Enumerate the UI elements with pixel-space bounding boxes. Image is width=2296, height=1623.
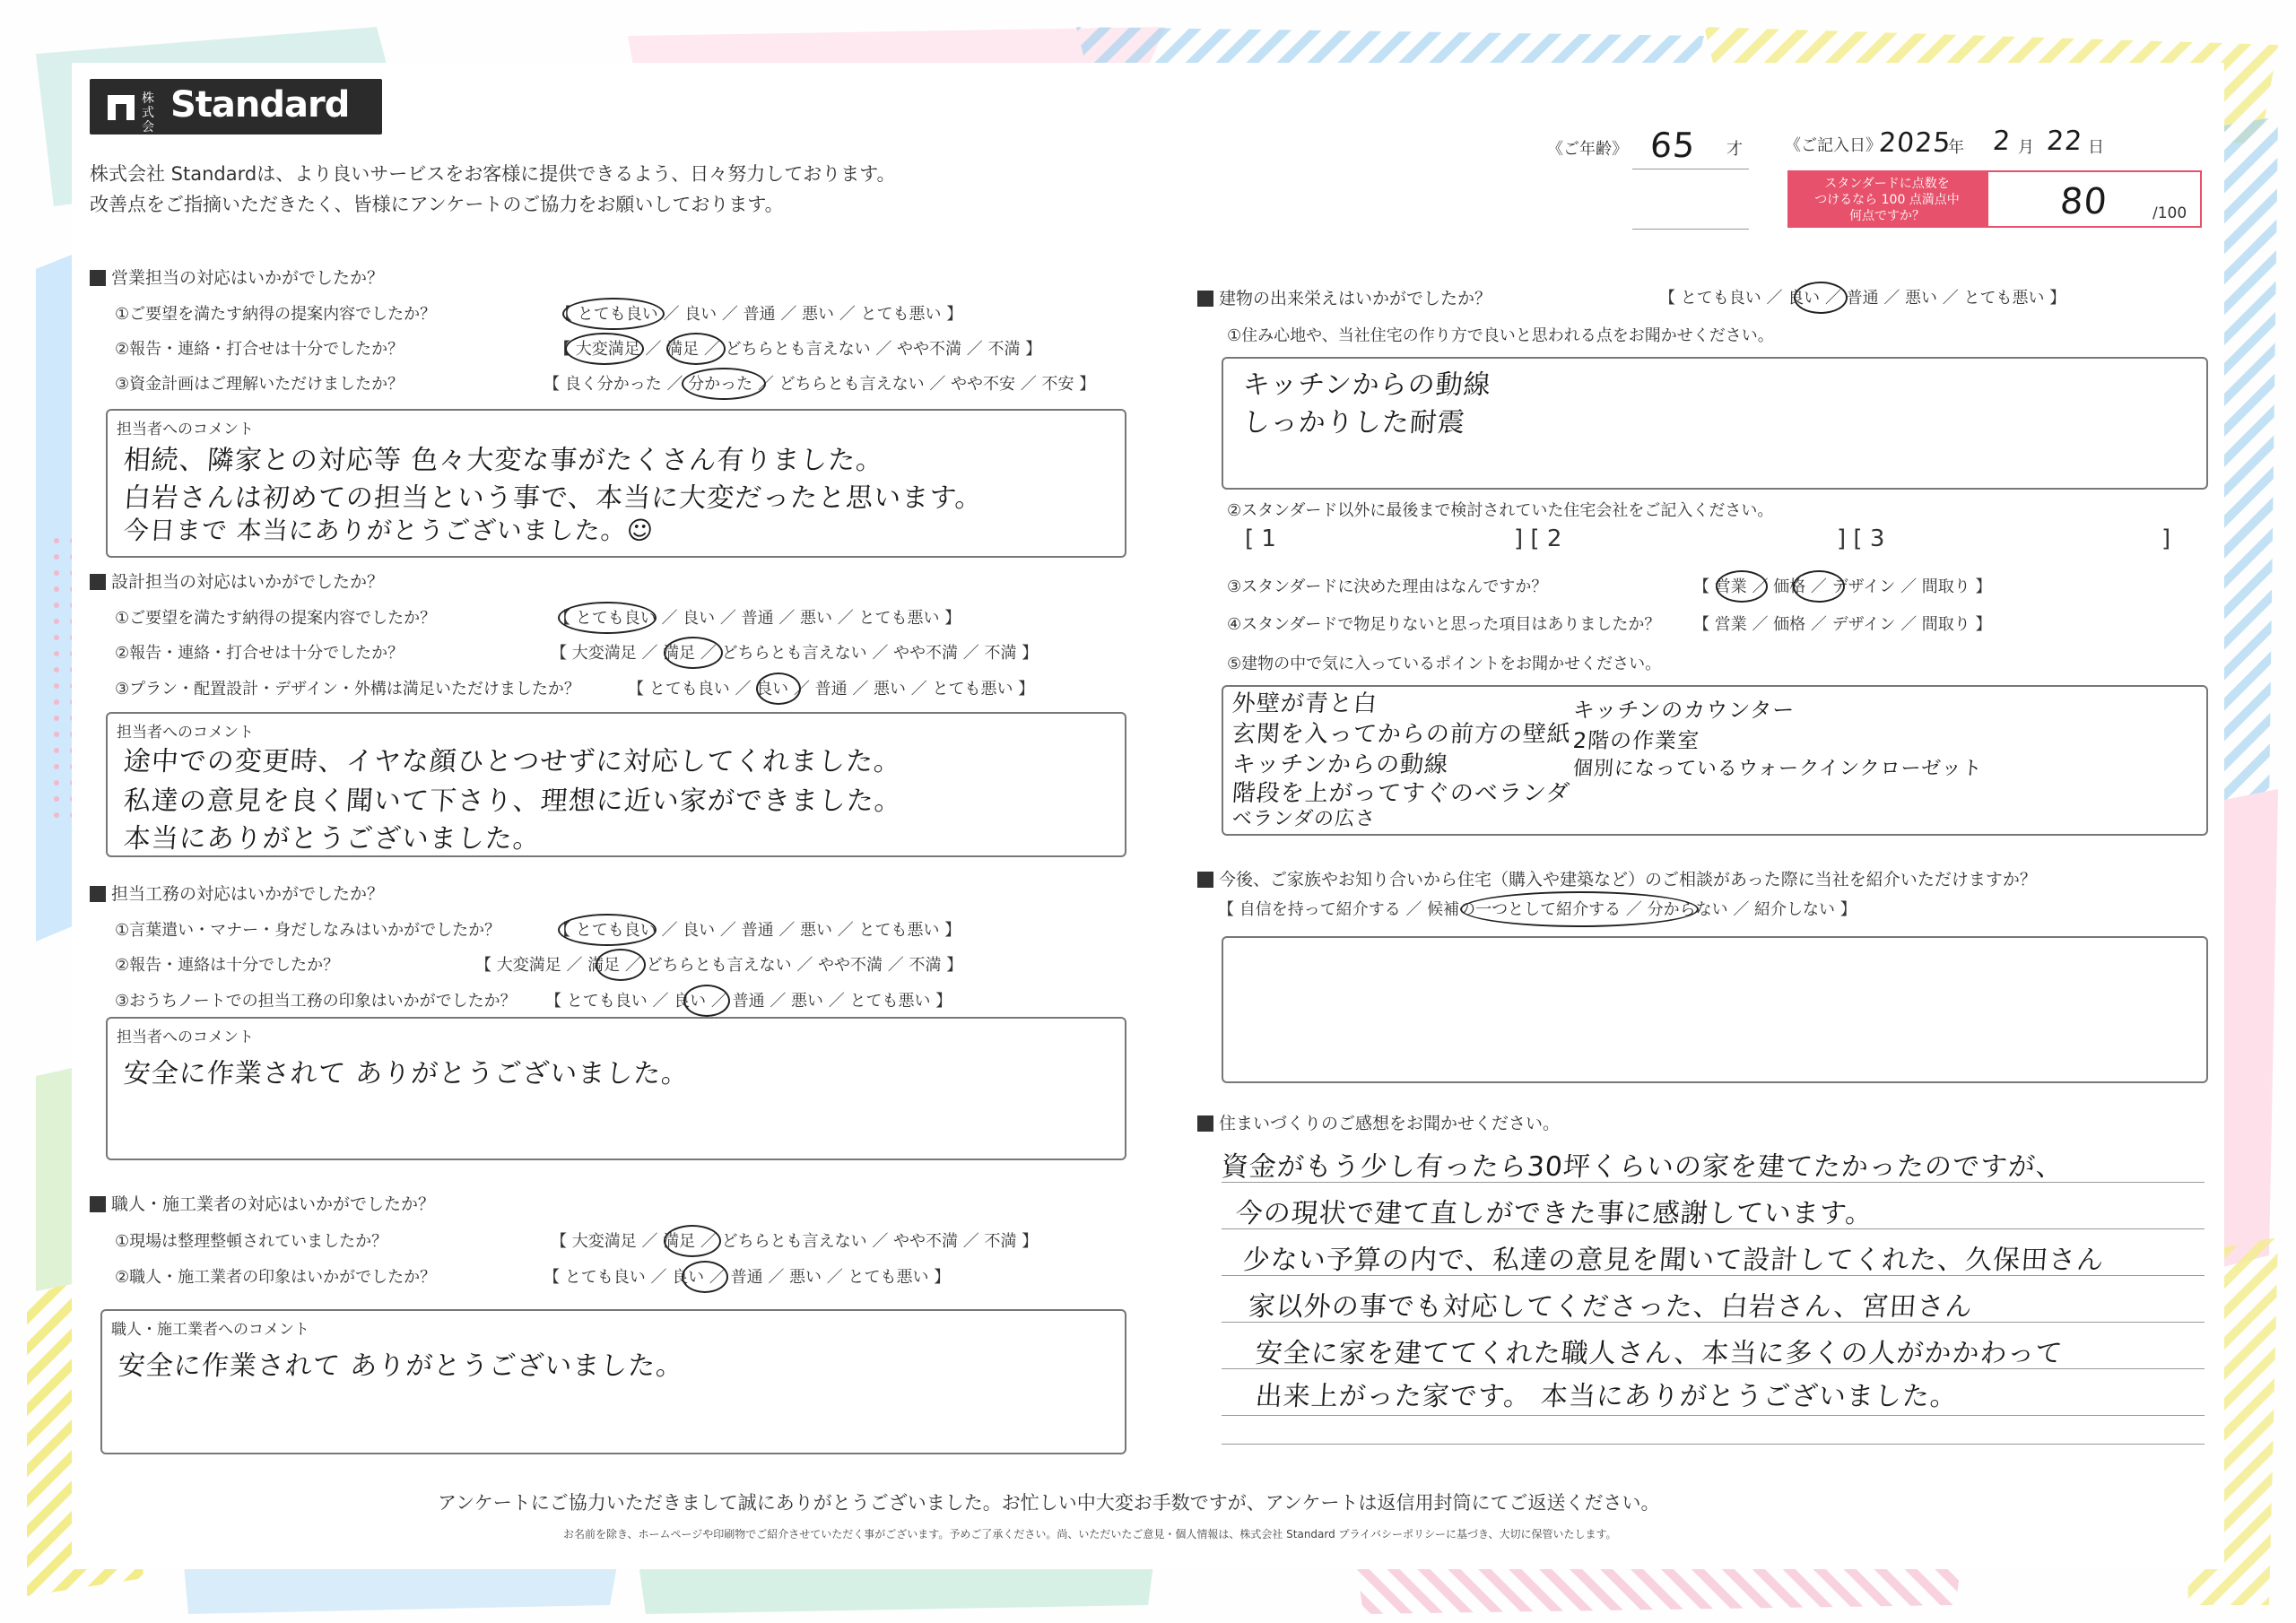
impressions-text-5: 安全に家を建ててくれた職人さん、本当に多くの人がかかわって xyxy=(1254,1338,2065,1369)
design-comment-box xyxy=(106,712,1126,857)
building-q2-end: ] xyxy=(2161,525,2171,552)
date-month: 2 xyxy=(1991,126,2013,157)
section-square-icon xyxy=(1197,1115,1213,1132)
sales-q1-options: 【 とても良い ／ 良い ／ 普通 ／ 悪い ／ とても悪い 】 xyxy=(556,305,963,324)
building-q3-circle-1 xyxy=(1716,570,1768,603)
design-comment-line-3: 本当にありがとうございました。 xyxy=(122,823,542,855)
impressions-line-6 xyxy=(1222,1415,2205,1416)
sales-comment-box xyxy=(106,409,1126,558)
impressions-text-2: 今の現状で建て直しができた事に感謝しています。 xyxy=(1234,1198,1874,1229)
sales-q3-options: 【 良く分かった ／ 分かった ／ どちらとも言えない ／ やや不安 ／ 不安 】 xyxy=(544,375,1096,394)
score-box xyxy=(1987,170,2202,228)
date-day-unit: 日 xyxy=(2088,138,2104,157)
building-q4: ④スタンダードで物足りないと思った項目はありましたか？ xyxy=(1227,615,1661,634)
construction-q3-selected-circle xyxy=(683,985,730,1017)
age-value: 65 xyxy=(1648,126,1697,165)
building-q5-left-1: 外壁が青と白 xyxy=(1231,690,1378,717)
construction-comment-box xyxy=(106,1017,1126,1160)
intro-line-1: 株式会社 Standardは、より良いサービスをお客様に提供できるよう、日々努力しております。 xyxy=(90,163,896,185)
score-label xyxy=(1787,170,1987,228)
design-q2: ②報告・連絡・打合せは十分でしたか？ xyxy=(115,644,404,663)
design-q3: ③プラン・配置設計・デザイン・外構は満足いただけましたか？ xyxy=(115,680,580,699)
sales-q1-selected-circle xyxy=(562,298,665,330)
score-max: /100 xyxy=(2152,204,2187,222)
building-q5-left-3: キッチンからの動線 xyxy=(1231,751,1450,778)
construction-section-title: 担当工務の対応はいかがでしたか？ xyxy=(90,881,384,905)
sales-comment-line-3: 今日まで 本当にありがとうございました。☺ xyxy=(122,516,656,545)
section-square-icon xyxy=(90,270,106,286)
craftsmen-q2-options: 【 とても良い ／ 良い ／ 普通 ／ 悪い ／ とても悪い 】 xyxy=(544,1268,951,1287)
impressions-text-1: 資金がもう少し有ったら30坪くらいの家を建てたかったのですが、 xyxy=(1220,1151,2066,1183)
design-q3-selected-circle xyxy=(756,673,801,705)
craftsmen-q1-options: 【 大変満足 ／ 満足 ／ どちらとも言えない ／ やや不満 ／ 不満 】 xyxy=(551,1232,1039,1251)
building-q5-left-5: ベランダの広さ xyxy=(1231,808,1377,830)
building-q5-right-1: キッチンのカウンター xyxy=(1571,698,1796,723)
sales-comment-label: 担当者へのコメント xyxy=(117,421,254,438)
logo-company-name: Standard xyxy=(170,84,350,126)
score-label-line-3: 何点ですか？ xyxy=(1849,209,1925,223)
building-q3-circle-2 xyxy=(1793,570,1845,603)
building-q2-slot-3: ] [ 3 xyxy=(1837,525,1885,552)
craftsmen-q2-selected-circle xyxy=(682,1261,728,1293)
date-label: 《ご記入日》 xyxy=(1785,136,1882,155)
craftsmen-comment-box xyxy=(100,1309,1126,1454)
building-q1-box xyxy=(1222,357,2208,490)
craftsmen-section-title: 職人・施工業者の対応はいかがでしたか？ xyxy=(90,1191,435,1215)
sales-comment-line-2: 白岩さんは初めての担当という事で、本当に大変だったと思います。 xyxy=(122,482,984,514)
company-logo xyxy=(90,79,382,149)
craftsmen-comment-label: 職人・施工業者へのコメント xyxy=(111,1321,309,1339)
construction-q2-options: 【 大変満足 ／ 満足 ／ どちらとも言えない ／ やや不満 ／ 不満 】 xyxy=(475,956,963,975)
building-q5-left-4: 階段を上がってすぐのベランダ xyxy=(1231,780,1571,807)
building-q3-options: 【 営業 ／ 価格 ／ デザイン ／ 間取り 】 xyxy=(1693,577,1992,596)
section-square-icon xyxy=(1197,872,1213,888)
building-q1-line-2: しっかりした耐震 xyxy=(1241,407,1466,438)
construction-comment-label: 担当者へのコメント xyxy=(117,1028,254,1046)
logo-company-small: 株式会社 xyxy=(142,91,154,149)
building-rating-options: 【 とても良い ／ 良い ／ 普通 ／ 悪い ／ とても悪い 】 xyxy=(1659,289,2066,308)
building-q5-right-2: 2階の作業室 xyxy=(1571,728,1701,753)
logo-mark-icon xyxy=(108,95,135,120)
design-section-title: 設計担当の対応はいかがでしたか？ xyxy=(90,568,384,593)
building-q4-options: 【 営業 ／ 価格 ／ デザイン ／ 間取り 】 xyxy=(1693,615,1992,634)
construction-q3: ③おうちノートでの担当工務の印象はいかがでしたか？ xyxy=(115,992,517,1011)
design-q1: ①ご要望を満たす納得の提案内容でしたか？ xyxy=(115,609,437,628)
design-q2-options: 【 大変満足 ／ 満足 ／ どちらとも言えない ／ やや不満 ／ 不満 】 xyxy=(551,644,1039,663)
craftsmen-q2: ②職人・施工業者の印象はいかがでしたか？ xyxy=(115,1268,437,1287)
building-q2-slot-2: ] [ 2 xyxy=(1514,525,1562,552)
impressions-text-6: 出来上がった家です。 本当にありがとうございました。 xyxy=(1254,1381,1960,1412)
craftsmen-q1: ①現場は整理整頓されていましたか？ xyxy=(115,1232,388,1251)
building-section-title: 建物の出来栄えはいかがでしたか？ xyxy=(1197,285,1492,309)
sales-q2-circle-2 xyxy=(666,333,726,365)
building-rating-selected-circle xyxy=(1794,282,1848,314)
building-q5: ⑤建物の中で気に入っているポイントをお聞かせください。 xyxy=(1227,655,1662,673)
date-day: 22 xyxy=(2045,126,2084,157)
sales-q2-circle-1 xyxy=(565,333,644,365)
design-q1-selected-circle xyxy=(558,602,657,634)
design-comment-label: 担当者へのコメント xyxy=(117,724,254,742)
craftsmen-q1-selected-circle xyxy=(664,1225,721,1257)
impressions-text-4: 家以外の事でも対応してくださった、白岩さん、宮田さん xyxy=(1247,1291,1974,1323)
impressions-section-title: 住まいづくりのご感想をお聞かせください。 xyxy=(1197,1110,1560,1134)
construction-q1: ①言葉遣い・マナー・身だしなみはいかがでしたか？ xyxy=(115,921,501,940)
section-square-icon xyxy=(90,574,106,590)
sales-comment-line-1: 相続、隣家との対応等 色々大変な事がたくさん有りました。 xyxy=(122,445,885,476)
sales-section-title: 営業担当の対応はいかがでしたか？ xyxy=(90,265,384,289)
sales-q1: ①ご要望を満たす納得の提案内容でしたか？ xyxy=(115,305,437,324)
score-label-line-2: つけるなら 100 点満点中 xyxy=(1814,193,1960,207)
section-square-icon xyxy=(1197,291,1213,307)
referral-comment-box xyxy=(1222,936,2208,1083)
sales-q3: ③資金計画はご理解いただけましたか？ xyxy=(115,375,404,394)
impressions-text-3: 少ない予算の内で、私達の意見を聞いて設計してくれた、久保田さん xyxy=(1241,1245,2106,1276)
date-month-unit: 月 xyxy=(2018,138,2034,157)
construction-q3-options: 【 とても良い ／ 良い ／ 普通 ／ 悪い ／ とても悪い 】 xyxy=(545,992,952,1011)
score-label-line-1: スタンダードに点数を xyxy=(1824,177,1950,191)
footer-thanks: アンケートにご協力いただきまして誠にありがとうございました。お忙しい中大変お手数ですが、アンケートは返信用封筒にてご返送ください。 xyxy=(438,1492,1660,1514)
building-q2: ②スタンダード以外に最後まで検討されていた住宅会社をご記入ください。 xyxy=(1227,501,1774,520)
design-comment-line-2: 私達の意見を良く聞いて下さり、理想に近い家ができました。 xyxy=(122,785,903,817)
section-square-icon xyxy=(90,886,106,902)
building-q1: ①住み心地や、当社住宅の作り方で良いと思われる点をお聞かせください。 xyxy=(1227,326,1774,345)
building-q5-box xyxy=(1222,685,2208,836)
construction-comment-line-1: 安全に作業されて ありがとうございました。 xyxy=(122,1058,691,1089)
design-comment-line-1: 途中での変更時、イヤな顔ひとつせずに対応してくれました。 xyxy=(122,746,903,777)
age-label: 《ご年齢》 xyxy=(1547,140,1628,159)
building-q5-right-3: 個別になっているウォークインクローゼット xyxy=(1571,758,1984,780)
construction-q1-selected-circle xyxy=(558,914,657,946)
referral-options: 【 自信を持って紹介する ／ 候補の一つとして紹介する ／ 分からない ／ 紹介しない 】 xyxy=(1218,900,1857,919)
sales-q2: ②報告・連絡・打合せは十分でしたか？ xyxy=(115,340,404,359)
age-unit: 才 xyxy=(1726,140,1743,159)
score-value: 80 xyxy=(2058,181,2109,222)
header-underline xyxy=(1632,229,1749,230)
design-q2-selected-circle xyxy=(664,637,723,669)
sales-q2-options: 【 大変満足 ／ 満足 ／ どちらとも言えない ／ やや不満 ／ 不満 】 xyxy=(554,340,1042,359)
design-q1-options: 【 とても良い ／ 良い ／ 普通 ／ 悪い ／ とても悪い 】 xyxy=(554,609,961,628)
footer-fine-print: お名前を除き、ホームページや印刷物でご紹介させていただく事がございます。予めご了承ください。尚、いただいたご意見・個人情報は、株式会社 Standard プライバシーポリシーに基づき、大切に保管いたします。 xyxy=(563,1528,1617,1541)
date-year-unit: 年 xyxy=(1948,138,1964,157)
sales-q3-selected-circle xyxy=(682,368,766,400)
construction-q2-selected-circle xyxy=(596,949,646,981)
impressions-line-7 xyxy=(1222,1444,2205,1445)
section-square-icon xyxy=(90,1196,106,1212)
craftsmen-comment-line-1: 安全に作業されて ありがとうございました。 xyxy=(117,1350,685,1382)
referral-section-title: 今後、ご家族やお知り合いから住宅（購入や建築など）のご相談があった際に当社を紹介いただけますか？ xyxy=(1197,866,2037,890)
building-q5-left-2: 玄関を入ってからの前方の壁紙 xyxy=(1231,721,1572,748)
construction-q1-options: 【 とても良い ／ 良い ／ 普通 ／ 悪い ／ とても悪い 】 xyxy=(554,921,961,940)
construction-q2: ②報告・連絡は十分でしたか？ xyxy=(115,956,340,975)
intro-line-2: 改善点をご指摘いただきたく、皆様にアンケートのご協力をお願いしております。 xyxy=(90,194,784,215)
referral-selected-circle xyxy=(1460,891,1699,927)
building-q1-line-1: キッチンからの動線 xyxy=(1241,369,1492,401)
building-q2-slot-1: [ 1 xyxy=(1245,525,1276,552)
date-year: 2025 xyxy=(1877,127,1952,159)
building-q3: ③スタンダードに決めた理由はなんですか？ xyxy=(1227,577,1548,596)
design-q3-options: 【 とても良い ／ 良い ／ 普通 ／ 悪い ／ とても悪い 】 xyxy=(628,680,1035,699)
